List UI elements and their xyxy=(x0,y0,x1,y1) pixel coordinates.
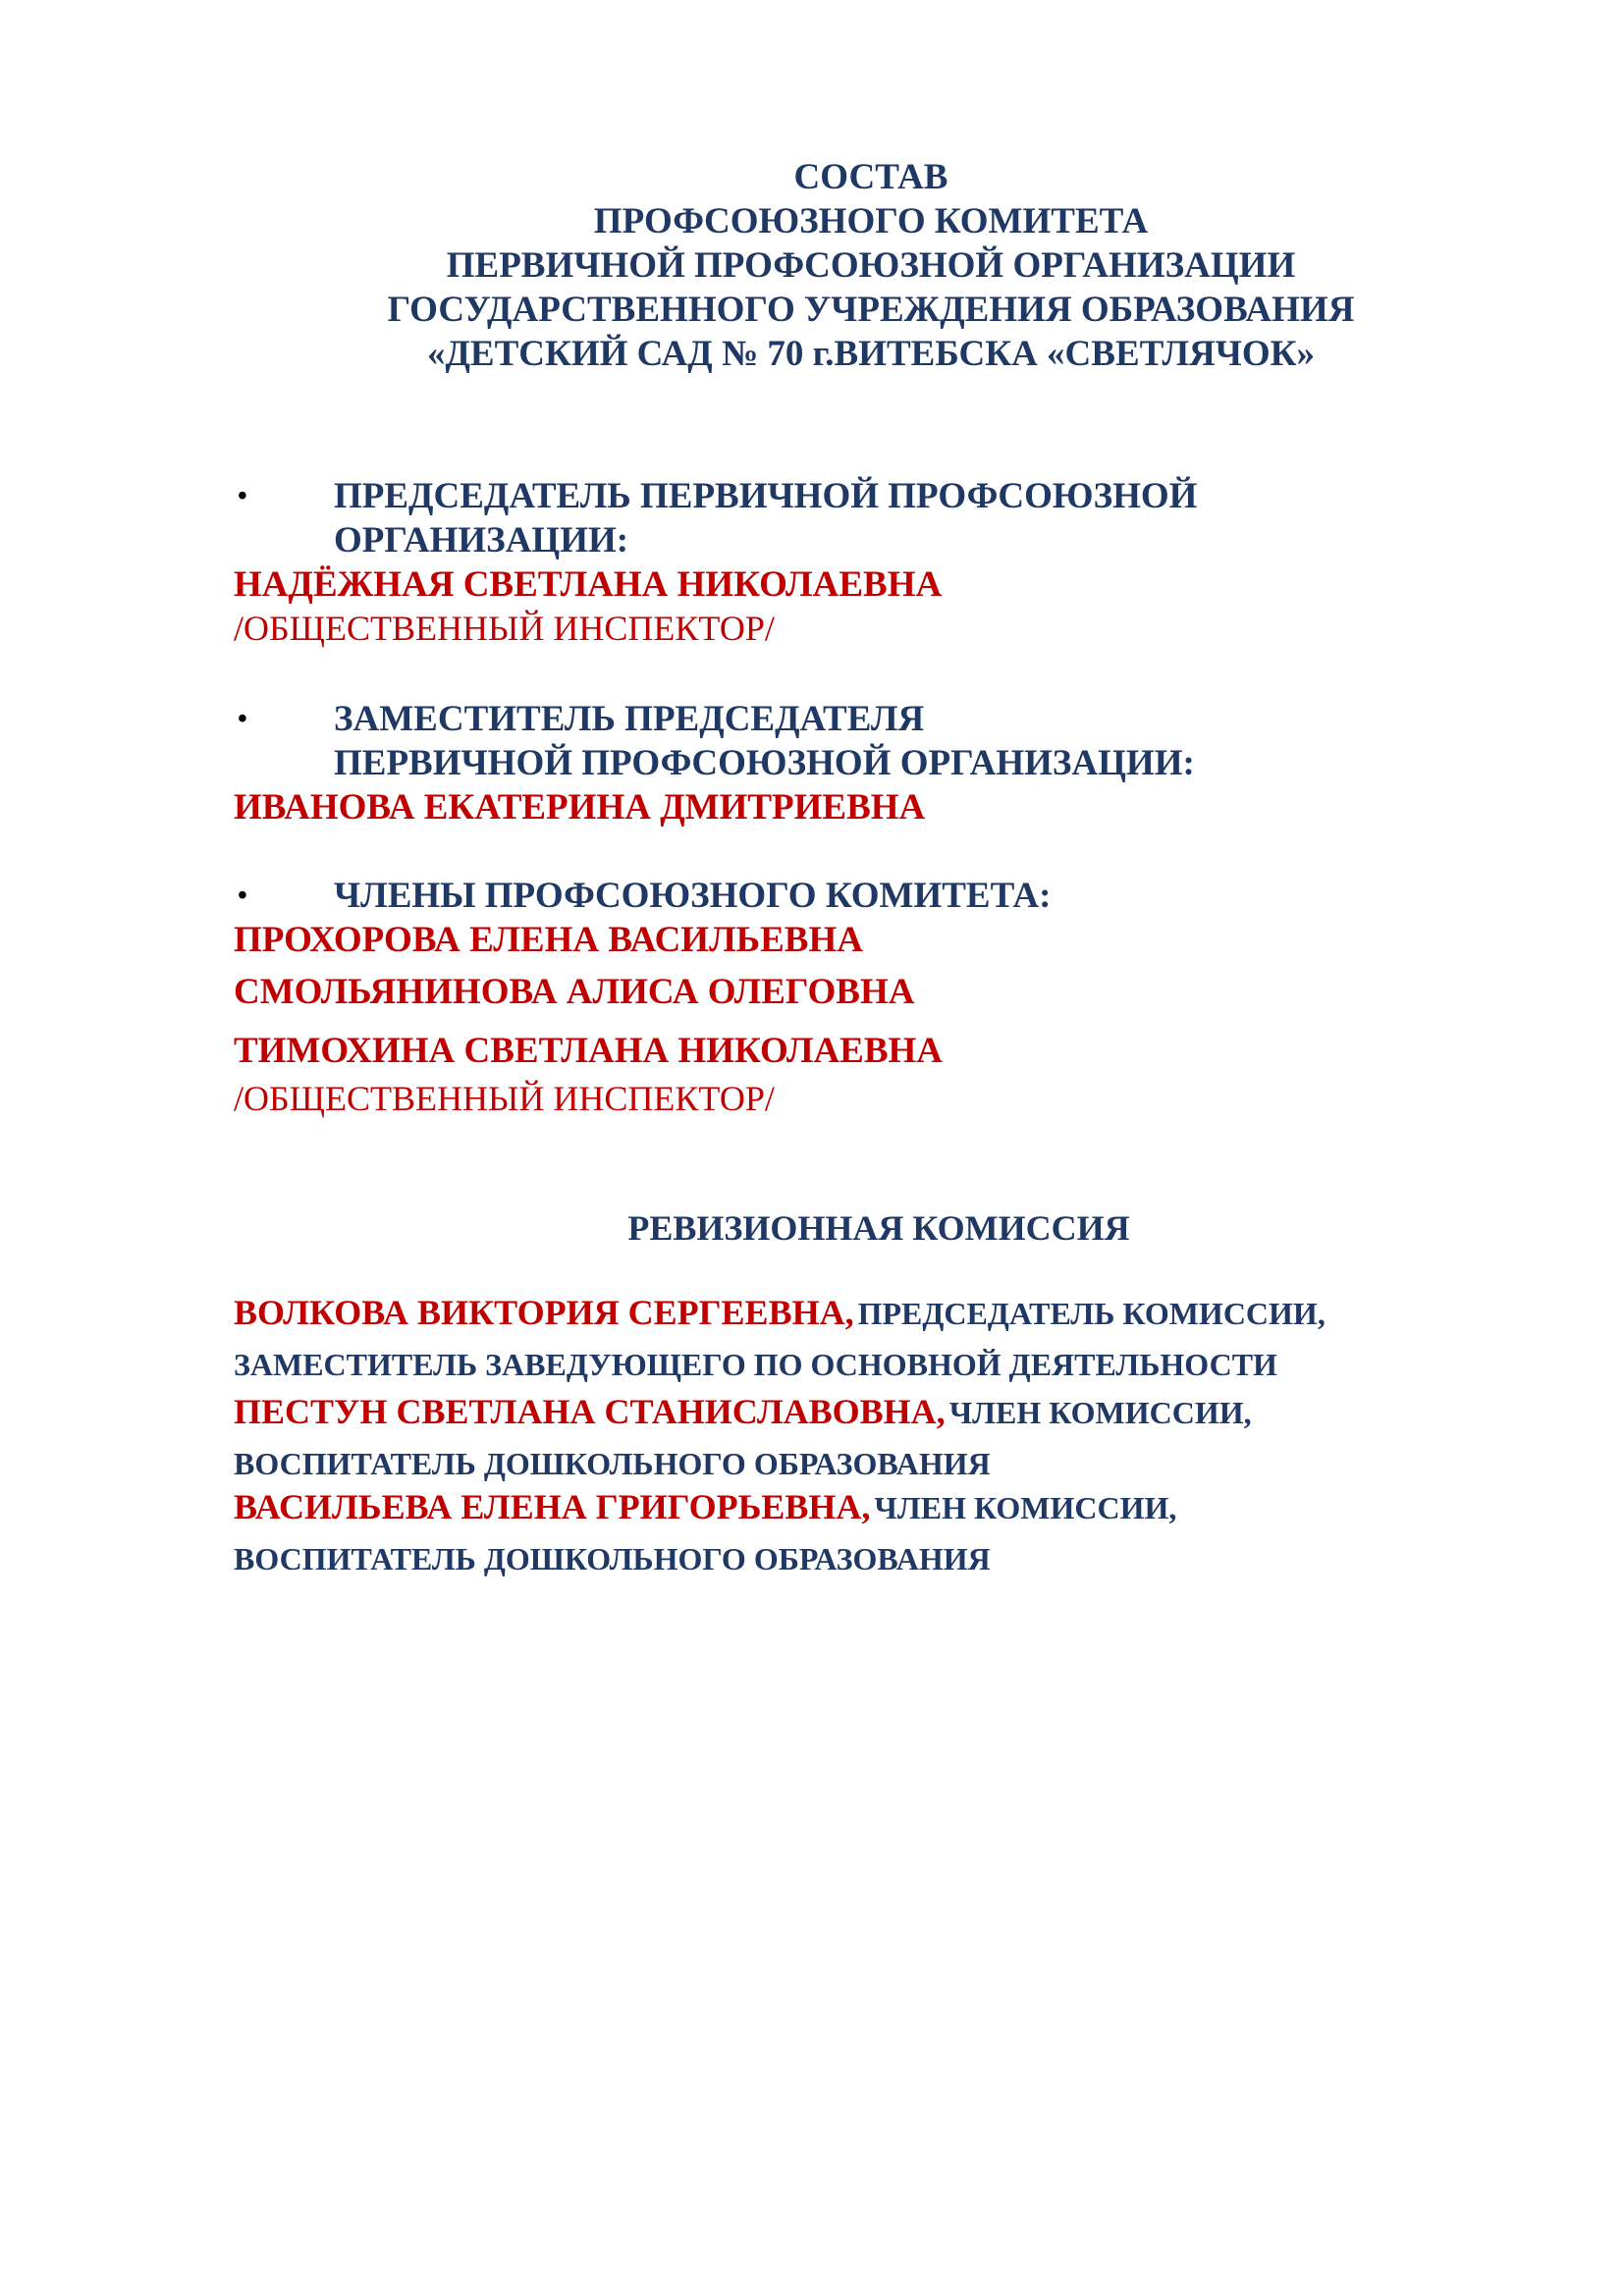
audit-member-position: ЧЛЕН КОМИССИИ, xyxy=(874,1490,1177,1525)
audit-member-position: ЧЛЕН КОМИССИИ, xyxy=(948,1395,1252,1430)
title-line: ГОСУДАРСТВЕННОГО УЧРЕЖДЕНИЯ ОБРАЗОВАНИЯ xyxy=(387,290,1355,330)
chair-heading xyxy=(234,474,1510,518)
chair-heading-cont xyxy=(234,518,1510,562)
deputy-heading-cont xyxy=(234,741,1510,785)
audit-member-position: ПРЕДСЕДАТЕЛЬ КОМИССИИ, xyxy=(857,1296,1326,1331)
chair-heading-line2: ОРГАНИЗАЦИИ: xyxy=(334,520,629,561)
bullet-icon: • xyxy=(238,704,247,734)
title-line: ПРОФСОЮЗНОГО КОМИТЕТА xyxy=(593,201,1149,241)
deputy-heading-line2: ПЕРВИЧНОЙ ПРОФСОЮЗНОЙ ОРГАНИЗАЦИИ: xyxy=(334,743,1195,783)
bullet-icon: • xyxy=(238,881,247,911)
audit-member-name: ВОЛКОВА ВИКТОРИЯ СЕРГЕЕВНА, xyxy=(234,1293,854,1332)
chair-name: НАДЁЖНАЯ СВЕТЛАНА НИКОЛАЕВНА xyxy=(234,564,943,605)
chair-section xyxy=(234,474,1510,650)
member-name: ТИМОХИНА СВЕТЛАНА НИКОЛАЕВНА xyxy=(234,1031,944,1071)
audit-member-position-cont: ЗАМЕСТИТЕЛЬ ЗАВЕДУЮЩЕГО ПО ОСНОВНОЙ ДЕЯТЕЛЬНОСТИ xyxy=(234,1347,1277,1382)
bullet-icon: • xyxy=(238,481,247,511)
deputy-name: ИВАНОВА ЕКАТЕРИНА ДМИТРИЕВНА xyxy=(234,787,926,828)
members-heading xyxy=(234,874,1510,918)
document-title xyxy=(0,155,1624,376)
audit-entry xyxy=(234,1388,1252,1491)
deputy-section xyxy=(234,697,1510,829)
title-line: ПЕРВИЧНОЙ ПРОФСОЮЗНОЙ ОРГАНИЗАЦИИ xyxy=(446,245,1296,286)
member-name: СМОЛЬЯНИНОВА АЛИСА ОЛЕГОВНА xyxy=(234,972,915,1012)
audit-member-position-cont: ВОСПИТАТЕЛЬ ДОШКОЛЬНОГО ОБРАЗОВАНИЯ xyxy=(234,1446,991,1481)
chair-role: /ОБЩЕСТВЕННЫЙ ИНСПЕКТОР/ xyxy=(234,609,775,648)
audit-entry xyxy=(234,1289,1326,1392)
members-heading-text: ЧЛЕНЫ ПРОФСОЮЗНОГО КОМИТЕТА: xyxy=(334,876,1052,916)
member-role: /ОБЩЕСТВЕННЫЙ ИНСПЕКТОР/ xyxy=(234,1079,775,1118)
deputy-heading xyxy=(234,697,1510,741)
members-section xyxy=(234,874,1510,1116)
audit-member-position-cont: ВОСПИТАТЕЛЬ ДОШКОЛЬНОГО ОБРАЗОВАНИЯ xyxy=(234,1541,991,1576)
member-name: ПРОХОРОВА ЕЛЕНА ВАСИЛЬЕВНА xyxy=(234,920,863,960)
audit-heading: РЕВИЗИОННАЯ КОМИССИЯ xyxy=(627,1208,1130,1248)
title-line: «ДЕТСКИЙ САД № 70 г.ВИТЕБСКА «СВЕТЛЯЧОК» xyxy=(426,334,1316,374)
audit-entry xyxy=(234,1483,1176,1586)
chair-heading-line1: ПРЕДСЕДАТЕЛЬ ПЕРВИЧНОЙ ПРОФСОЮЗНОЙ xyxy=(334,476,1198,516)
title-line: СОСТАВ xyxy=(793,157,948,197)
audit-member-name: ПЕСТУН СВЕТЛАНА СТАНИСЛАВОВНА, xyxy=(234,1392,946,1431)
audit-member-name: ВАСИЛЬЕВА ЕЛЕНА ГРИГОРЬЕВНА, xyxy=(234,1487,871,1526)
deputy-heading-line1: ЗАМЕСТИТЕЛЬ ПРЕДСЕДАТЕЛЯ xyxy=(334,699,925,739)
